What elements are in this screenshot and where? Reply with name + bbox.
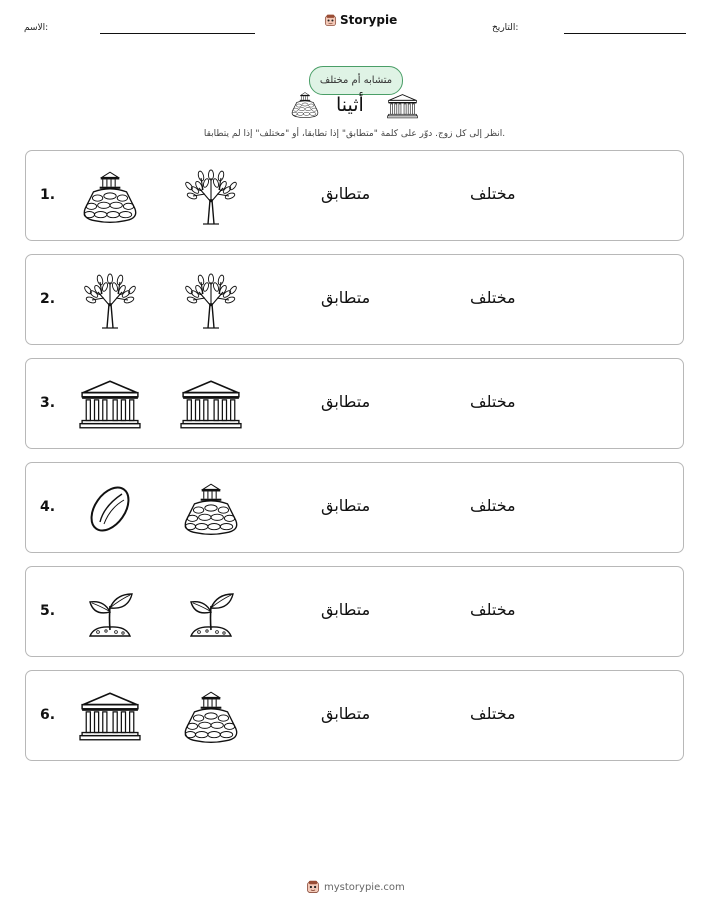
brand bbox=[324, 13, 397, 27]
date-label: التاريخ: bbox=[492, 23, 519, 33]
acropolis-hill-icon bbox=[79, 166, 141, 226]
row-number: 5. bbox=[40, 603, 56, 619]
instructions: انظر إلى كل زوج. دوّر على كلمة "متطابق" إذا تطابقا، أو "مختلف" إذا لم يتطابقا. bbox=[203, 129, 506, 139]
name-label: الاسم: bbox=[24, 23, 49, 33]
greek-temple-icon bbox=[180, 374, 242, 434]
brand-name: Storypie bbox=[340, 13, 398, 27]
same-option[interactable]: متطابق bbox=[321, 392, 371, 411]
different-option[interactable]: مختلف bbox=[470, 288, 516, 307]
storypie-logo-icon bbox=[306, 880, 320, 894]
same-option[interactable]: متطابق bbox=[321, 184, 371, 203]
page-title: أثينا bbox=[336, 94, 364, 116]
different-option[interactable]: مختلف bbox=[470, 496, 516, 515]
date-line bbox=[564, 33, 686, 34]
exercise-row bbox=[25, 150, 684, 241]
different-option[interactable]: مختلف bbox=[470, 704, 516, 723]
storypie-logo-icon bbox=[324, 14, 337, 27]
same-option[interactable]: متطابق bbox=[321, 704, 371, 723]
exercise-row bbox=[25, 358, 684, 449]
olive-tree-icon bbox=[180, 166, 242, 226]
acropolis-hill-icon bbox=[180, 478, 242, 538]
row-number: 1. bbox=[40, 187, 56, 203]
same-option[interactable]: متطابق bbox=[321, 600, 371, 619]
same-option[interactable]: متطابق bbox=[321, 496, 371, 515]
row-number: 2. bbox=[40, 291, 56, 307]
different-option[interactable]: مختلف bbox=[470, 184, 516, 203]
row-number: 6. bbox=[40, 707, 56, 723]
acropolis-hill-icon bbox=[289, 90, 321, 119]
footer-site[interactable]: mystorypie.com bbox=[324, 881, 405, 893]
greek-temple-icon bbox=[79, 374, 141, 434]
different-option[interactable]: مختلف bbox=[470, 600, 516, 619]
sprout-icon bbox=[79, 582, 141, 642]
sprout-icon bbox=[180, 582, 242, 642]
olive-fruit-icon bbox=[79, 478, 141, 538]
row-number: 3. bbox=[40, 395, 56, 411]
exercise-row bbox=[25, 462, 684, 553]
footer bbox=[306, 880, 405, 894]
acropolis-hill-icon bbox=[180, 686, 242, 746]
exercise-row bbox=[25, 670, 684, 761]
row-number: 4. bbox=[40, 499, 56, 515]
different-option[interactable]: مختلف bbox=[470, 392, 516, 411]
olive-tree-icon bbox=[79, 270, 141, 330]
exercise-row bbox=[25, 254, 684, 345]
olive-tree-icon bbox=[180, 270, 242, 330]
worksheet-tag: متشابه أم مختلف bbox=[309, 66, 403, 95]
same-option[interactable]: متطابق bbox=[321, 288, 371, 307]
exercise-row bbox=[25, 566, 684, 657]
greek-temple-icon bbox=[79, 686, 141, 746]
name-line bbox=[100, 33, 255, 34]
greek-temple-icon bbox=[387, 93, 418, 119]
